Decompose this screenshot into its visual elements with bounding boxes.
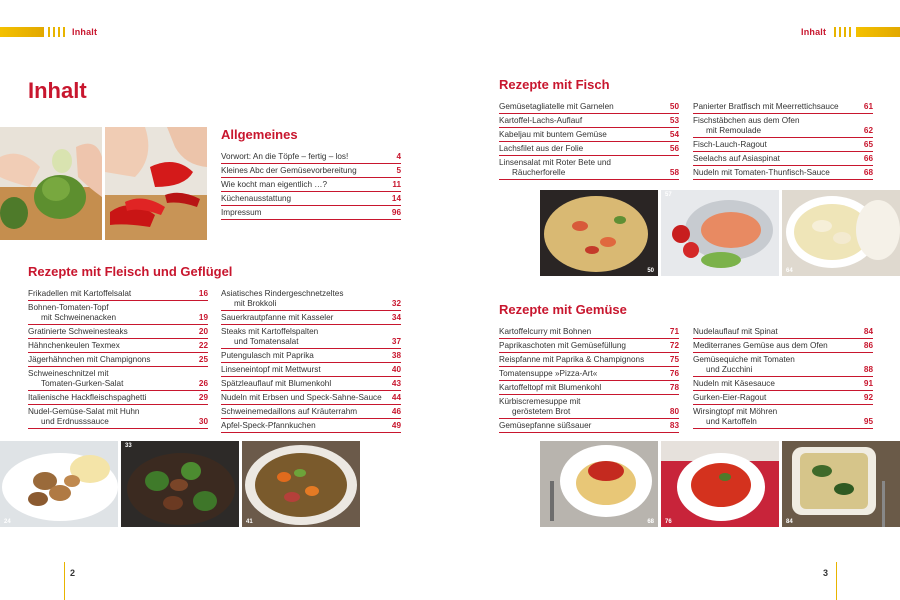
toc-entry	[221, 363, 401, 377]
photo-rind-brokkoli	[121, 441, 239, 527]
page-number-left: 2	[70, 568, 76, 578]
toc-entry	[221, 419, 401, 433]
toc-entry-page: 86	[863, 341, 873, 350]
toc-entry	[693, 353, 873, 377]
toc-entry	[221, 377, 401, 391]
photo-tagliatelle	[540, 190, 658, 276]
toc-entry	[221, 206, 401, 220]
toc-entry-title-cont: Tomaten-Gurken-Salat	[41, 379, 124, 388]
toc-entry	[499, 100, 679, 114]
header-label-left: Inhalt	[72, 27, 98, 37]
toc-gemuese-col2	[693, 325, 873, 429]
toc-entry-page: 44	[391, 393, 401, 402]
toc-entry-title: Lachsfilet aus der Folie	[499, 144, 584, 153]
toc-entry-page: 32	[391, 299, 401, 308]
toc-entry-page: 49	[391, 421, 401, 430]
toc-entry	[499, 128, 679, 142]
toc-entry	[499, 339, 679, 353]
toc-entry-page: 5	[396, 166, 401, 175]
toc-entry-title-cont: Räucherforelle	[512, 168, 566, 177]
toc-entry-page: 19	[198, 313, 208, 322]
toc-allgemeines	[221, 150, 401, 220]
toc-entry-title: Küchenausstattung	[221, 194, 292, 203]
toc-entry-title: Kartoffeltopf mit Blumenkohl	[499, 383, 602, 392]
photo-lachsfolie	[661, 190, 779, 276]
toc-entry	[28, 391, 208, 405]
page-title: Inhalt	[28, 78, 87, 103]
toc-entry-title: Schweineschnitzel mit	[28, 369, 109, 378]
toc-entry-page: 11	[392, 180, 401, 189]
toc-entry-title: Nudeln mit Erbsen und Speck-Sahne-Sauce	[221, 393, 382, 402]
toc-entry-title: Kleines Abc der Gemüsevorbereitung	[221, 166, 357, 175]
toc-entry-title: Italienische Hackfleischspaghetti	[28, 393, 147, 402]
toc-entry-page: 20	[198, 327, 208, 336]
photo-caption: 57	[665, 192, 672, 198]
footer-line-left	[64, 562, 65, 600]
toc-entry-page: 95	[863, 417, 873, 426]
toc-entry	[499, 114, 679, 128]
header-bar-left	[0, 27, 66, 37]
toc-entry	[693, 339, 873, 353]
toc-entry-page: 75	[669, 355, 679, 364]
section-title-allgemeines: Allgemeines	[221, 127, 298, 142]
toc-entry-title: Tomatensuppe »Pizza-Art«	[499, 369, 598, 378]
toc-entry-title-cont: mit Remoulade	[706, 126, 762, 135]
photo-caption: 50	[647, 268, 654, 274]
header-bar-right	[834, 27, 900, 37]
photo-broccoli	[0, 127, 102, 240]
toc-entry	[221, 325, 401, 349]
toc-entry-title: Panierter Bratfisch mit Meerrettichsauce	[693, 102, 839, 111]
toc-entry	[221, 391, 401, 405]
photo-caption: 33	[125, 443, 132, 449]
toc-entry-page: 16	[198, 289, 208, 298]
toc-entry-title: Fisch-Lauch-Ragout	[693, 140, 767, 149]
toc-entry-title: Fischstäbchen aus dem Ofen	[693, 116, 800, 125]
toc-entry-title-cont: und Erdnusssauce	[41, 417, 109, 426]
toc-entry-title: Gemüsepfanne süßsauer	[499, 421, 592, 430]
toc-entry-page: 22	[198, 341, 208, 350]
toc-entry-title: Vorwort: An die Töpfe – fertig – los!	[221, 152, 349, 161]
photo-caption: 41	[246, 519, 253, 525]
toc-gemuese-col1	[499, 325, 679, 433]
toc-entry-title: Gratinierte Schweinesteaks	[28, 327, 128, 336]
toc-entry	[499, 353, 679, 367]
page-number-right: 3	[823, 568, 829, 578]
toc-entry-title: Asiatisches Rindergeschnetzeltes	[221, 289, 344, 298]
toc-entry	[693, 325, 873, 339]
toc-entry-page: 14	[391, 194, 401, 203]
toc-entry-title: Kartoffelcurry mit Bohnen	[499, 327, 592, 336]
toc-entry-page: 40	[391, 365, 401, 374]
toc-entry-title: Sauerkrautpfanne mit Kasseler	[221, 313, 334, 322]
toc-entry-page: 25	[198, 355, 208, 364]
toc-entry	[499, 367, 679, 381]
toc-entry-title: Gurken-Eier-Ragout	[693, 393, 767, 402]
toc-entry	[28, 301, 208, 325]
photo-caption: 64	[786, 268, 793, 274]
footer-line-right	[836, 562, 837, 600]
toc-entry	[221, 311, 401, 325]
toc-entry-title: Kabeljau mit buntem Gemüse	[499, 130, 607, 139]
toc-entry	[693, 391, 873, 405]
toc-fisch-col2	[693, 100, 873, 180]
toc-entry-title-cont: und Zucchini	[706, 365, 753, 374]
header-label-right: Inhalt	[801, 27, 827, 37]
toc-entry-title: Kartoffel-Lachs-Auflauf	[499, 116, 583, 125]
toc-entry-title: Gemüsetagliatelle mit Garnelen	[499, 102, 614, 111]
toc-entry	[221, 287, 401, 311]
toc-entry-title-cont: und Tomatensalat	[234, 337, 299, 346]
section-title-fisch: Rezepte mit Fisch	[499, 77, 610, 92]
toc-entry-title: Jägerhähnchen mit Champignons	[28, 355, 151, 364]
photo-caption: 68	[647, 519, 654, 525]
toc-entry-page: 88	[863, 365, 873, 374]
toc-entry-title-cont: und Kartoffeln	[706, 417, 757, 426]
toc-entry-page: 76	[669, 369, 679, 378]
toc-entry	[221, 192, 401, 206]
toc-entry	[693, 114, 873, 138]
toc-entry-title: Paprikaschoten mit Gemüsefüllung	[499, 341, 626, 350]
photo-nudeln-tomaten	[540, 441, 658, 527]
toc-fleisch-col1	[28, 287, 208, 429]
toc-entry-title: Nudeln mit Käsesauce	[693, 379, 775, 388]
toc-entry	[693, 138, 873, 152]
toc-entry-title: Nudel-Gemüse-Salat mit Huhn	[28, 407, 140, 416]
toc-entry	[221, 405, 401, 419]
toc-entry-title: Bohnen-Tomaten-Topf	[28, 303, 109, 312]
toc-entry-title: Wirsingtopf mit Möhren	[693, 407, 778, 416]
toc-entry-page: 84	[863, 327, 873, 336]
photo-seelachs	[782, 190, 900, 276]
toc-entry-page: 72	[669, 341, 679, 350]
toc-entry-page: 43	[391, 379, 401, 388]
toc-entry	[221, 164, 401, 178]
toc-entry-page: 56	[669, 144, 679, 153]
photo-caption: 76	[665, 519, 672, 525]
section-title-gemuese: Rezepte mit Gemüse	[499, 302, 627, 317]
toc-entry	[499, 395, 679, 419]
toc-entry	[499, 419, 679, 433]
toc-entry-title: Seelachs auf Asiaspinat	[693, 154, 780, 163]
toc-entry-title: Apfel-Speck-Pfannkuchen	[221, 421, 316, 430]
toc-entry	[693, 405, 873, 429]
toc-entry-page: 4	[396, 152, 401, 161]
toc-entry	[693, 377, 873, 391]
toc-entry	[221, 178, 401, 192]
toc-entry	[499, 156, 679, 180]
toc-entry-page: 34	[391, 313, 401, 322]
toc-entry-page: 80	[669, 407, 679, 416]
toc-entry-title: Impressum	[221, 208, 262, 217]
toc-entry	[28, 287, 208, 301]
toc-entry	[28, 367, 208, 391]
toc-fisch-col1	[499, 100, 679, 180]
toc-entry-title: Nudelauflauf mit Spinat	[693, 327, 778, 336]
toc-entry-page: 78	[669, 383, 679, 392]
toc-entry-title: Reispfanne mit Paprika & Champignons	[499, 355, 645, 364]
toc-entry-page: 66	[863, 154, 873, 163]
toc-entry-page: 62	[863, 126, 873, 135]
toc-entry-title: Nudeln mit Tomaten-Thunfisch-Sauce	[693, 168, 830, 177]
toc-entry-page: 30	[198, 417, 208, 426]
toc-entry-title: Schweinemedaillons auf Kräuterrahm	[221, 407, 358, 416]
toc-entry-page: 92	[863, 393, 873, 402]
toc-entry-title: Kürbiscremesuppe mit	[499, 397, 581, 406]
toc-entry	[28, 339, 208, 353]
toc-entry-page: 50	[669, 102, 679, 111]
toc-entry	[499, 142, 679, 156]
toc-entry-page: 91	[863, 379, 873, 388]
toc-entry-title: Steaks mit Kartoffelspalten	[221, 327, 319, 336]
toc-entry	[499, 381, 679, 395]
toc-entry-page: 54	[669, 130, 679, 139]
toc-entry-page: 37	[391, 337, 401, 346]
photo-linseneintopf	[242, 441, 360, 527]
photo-caption: 24	[4, 519, 11, 525]
toc-entry-page: 61	[863, 102, 873, 111]
toc-entry-page: 46	[391, 407, 401, 416]
toc-entry-page: 38	[391, 351, 401, 360]
toc-entry-page: 53	[669, 116, 679, 125]
photo-tomatensuppe	[661, 441, 779, 527]
toc-entry-page: 71	[669, 327, 679, 336]
toc-entry-title: Linsensalat mit Roter Bete und	[499, 158, 611, 167]
photo-nudelauflauf	[782, 441, 900, 527]
toc-entry-page: 26	[198, 379, 208, 388]
toc-entry	[693, 166, 873, 180]
toc-entry-title-cont: geröstetem Brot	[512, 407, 571, 416]
toc-entry-title: Putengulasch mit Paprika	[221, 351, 314, 360]
toc-entry-page: 83	[669, 421, 679, 430]
toc-entry	[28, 353, 208, 367]
section-title-fleisch: Rezepte mit Fleisch und Geflügel	[28, 264, 233, 279]
toc-entry	[499, 325, 679, 339]
photo-huhn	[0, 441, 118, 527]
toc-entry-title: Spätzleauflauf mit Blumenkohl	[221, 379, 332, 388]
toc-entry	[221, 150, 401, 164]
toc-entry-page: 58	[669, 168, 679, 177]
photo-peppers	[105, 127, 207, 240]
toc-fleisch-col2	[221, 287, 401, 433]
toc-entry	[221, 349, 401, 363]
toc-entry-title: Linseneintopf mit Mettwurst	[221, 365, 321, 374]
toc-entry	[693, 100, 873, 114]
toc-entry	[693, 152, 873, 166]
toc-entry-page: 68	[863, 168, 873, 177]
toc-entry-page: 96	[391, 208, 401, 217]
toc-entry-title: Wie kocht man eigentlich …?	[221, 180, 328, 189]
toc-entry-page: 29	[198, 393, 208, 402]
toc-entry-title: Mediterranes Gemüse aus dem Ofen	[693, 341, 828, 350]
toc-entry	[28, 405, 208, 429]
toc-entry-title: Gemüsequiche mit Tomaten	[693, 355, 795, 364]
toc-entry	[28, 325, 208, 339]
toc-entry-page: 65	[863, 140, 873, 149]
toc-entry-title: Frikadellen mit Kartoffelsalat	[28, 289, 132, 298]
toc-entry-title-cont: mit Brokkoli	[234, 299, 277, 308]
toc-entry-title: Hähnchenkeulen Texmex	[28, 341, 120, 350]
toc-entry-title-cont: mit Schweinenacken	[41, 313, 117, 322]
photo-caption: 84	[786, 519, 793, 525]
